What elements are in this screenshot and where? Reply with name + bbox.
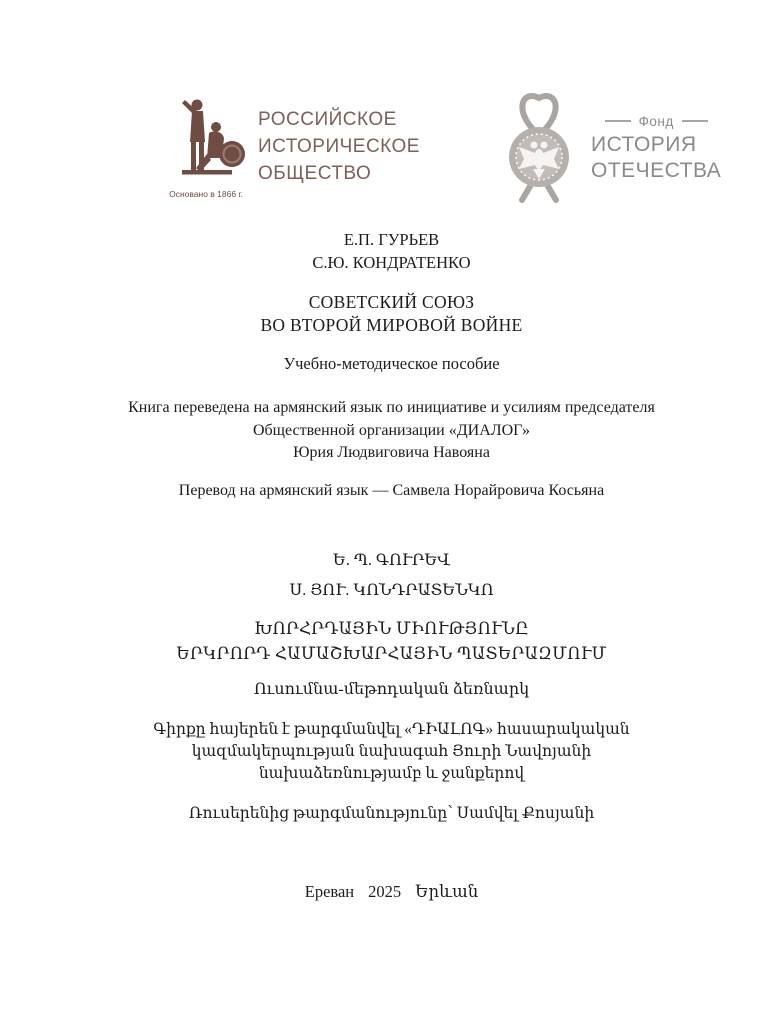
book-title-armenian bbox=[0, 616, 783, 666]
monument-icon bbox=[166, 94, 246, 187]
rho-founded-caption: Основано в 1866 г. bbox=[169, 189, 243, 199]
note-hy-line-2: կազմակերպության նախագահ Յուրի Նավոյանի bbox=[191, 743, 592, 760]
author-ru-1: Е.П. ГУРЬЕВ bbox=[343, 230, 440, 249]
note-ru-line-1: Книга переведена на армянский язык по инициативе и усилиям председателя bbox=[128, 399, 655, 416]
logo-russian-historical-society bbox=[166, 94, 420, 199]
imprint-city-russian: Ереван bbox=[304, 882, 355, 901]
fund-top-row bbox=[591, 114, 721, 129]
fund-main-text bbox=[591, 132, 721, 184]
translator-credit-russian: Перевод на армянский язык — Самвела Норайровича Косьяна bbox=[178, 482, 605, 499]
fund-line-1: ИСТОРИЯ bbox=[591, 132, 697, 156]
fund-rule-right bbox=[682, 120, 708, 122]
fund-line-2: ОТЕЧЕСТВА bbox=[591, 158, 722, 182]
authors-armenian bbox=[0, 546, 783, 606]
title-ru-line-1: СОВЕТСКИЙ СОЮЗ bbox=[308, 292, 475, 312]
title-hy-line-2: ԵՐԿՐՈՐԴ ՀԱՄԱՇԽԱՐՀԱՅԻՆ ՊԱՏԵՐԱԶՄՈՒՄ bbox=[176, 644, 607, 663]
imprint-city-armenian: Երևան bbox=[415, 882, 479, 901]
authors-russian bbox=[0, 228, 783, 274]
seal-icon bbox=[497, 85, 581, 212]
rho-logo-text bbox=[258, 106, 420, 187]
note-hy-line-3: նախաձեռնությամբ և ջանքերով bbox=[258, 765, 525, 782]
imprint-year: 2025 bbox=[368, 882, 402, 901]
note-ru-line-3: Юрия Людвиговича Навояна bbox=[293, 444, 490, 461]
author-hy-1: Ե. Պ. ԳՈՒՐԵՎ bbox=[332, 552, 451, 569]
title-ru-line-2: ВО ВТОРОЙ МИРОВОЙ ВОЙНЕ bbox=[260, 315, 523, 335]
subtitle-russian: Учебно-методическое пособие bbox=[283, 354, 500, 373]
subtitle-armenian: Ուսումնա-մեթոդական ձեռնարկ bbox=[253, 681, 530, 698]
rho-line-2: ИСТОРИЧЕСКОЕ bbox=[258, 136, 420, 157]
note-hy-line-1: Գիրքը հայերեն է թարգմանվել «ԴԻԱԼՈԳ» հասարակական bbox=[153, 721, 630, 738]
logo-fund-history-fatherland bbox=[497, 85, 721, 212]
author-ru-2: С.Ю. КОНДРАТЕНКО bbox=[312, 253, 471, 272]
fund-rule-left bbox=[605, 120, 631, 122]
translation-note-armenian bbox=[0, 719, 783, 785]
translator-credit-armenian: Ռուսերենից թարգմանությունը՝ Սամվել Քոսյանի bbox=[188, 805, 595, 822]
fund-label: Фонд bbox=[638, 113, 674, 129]
book-title-russian bbox=[0, 291, 783, 337]
note-ru-line-2: Общественной организации «ДИАЛОГ» bbox=[252, 421, 531, 439]
rho-line-3: ОБЩЕСТВО bbox=[258, 163, 372, 184]
imprint-line bbox=[0, 882, 783, 902]
author-hy-2: Ս. ՅՈՒ. ԿՈՆԴՐԱՏԵՆԿՈ bbox=[289, 582, 494, 599]
title-hy-line-1: ԽՈՐՀՐԴԱՅԻՆ ՄԻՈՒԹՅՈՒՆԸ bbox=[254, 619, 529, 638]
monument-figure bbox=[166, 94, 246, 199]
translation-note-russian bbox=[0, 397, 783, 465]
rho-line-1: РОССИЙСКОЕ bbox=[258, 109, 397, 130]
fund-logo-text bbox=[591, 114, 721, 184]
